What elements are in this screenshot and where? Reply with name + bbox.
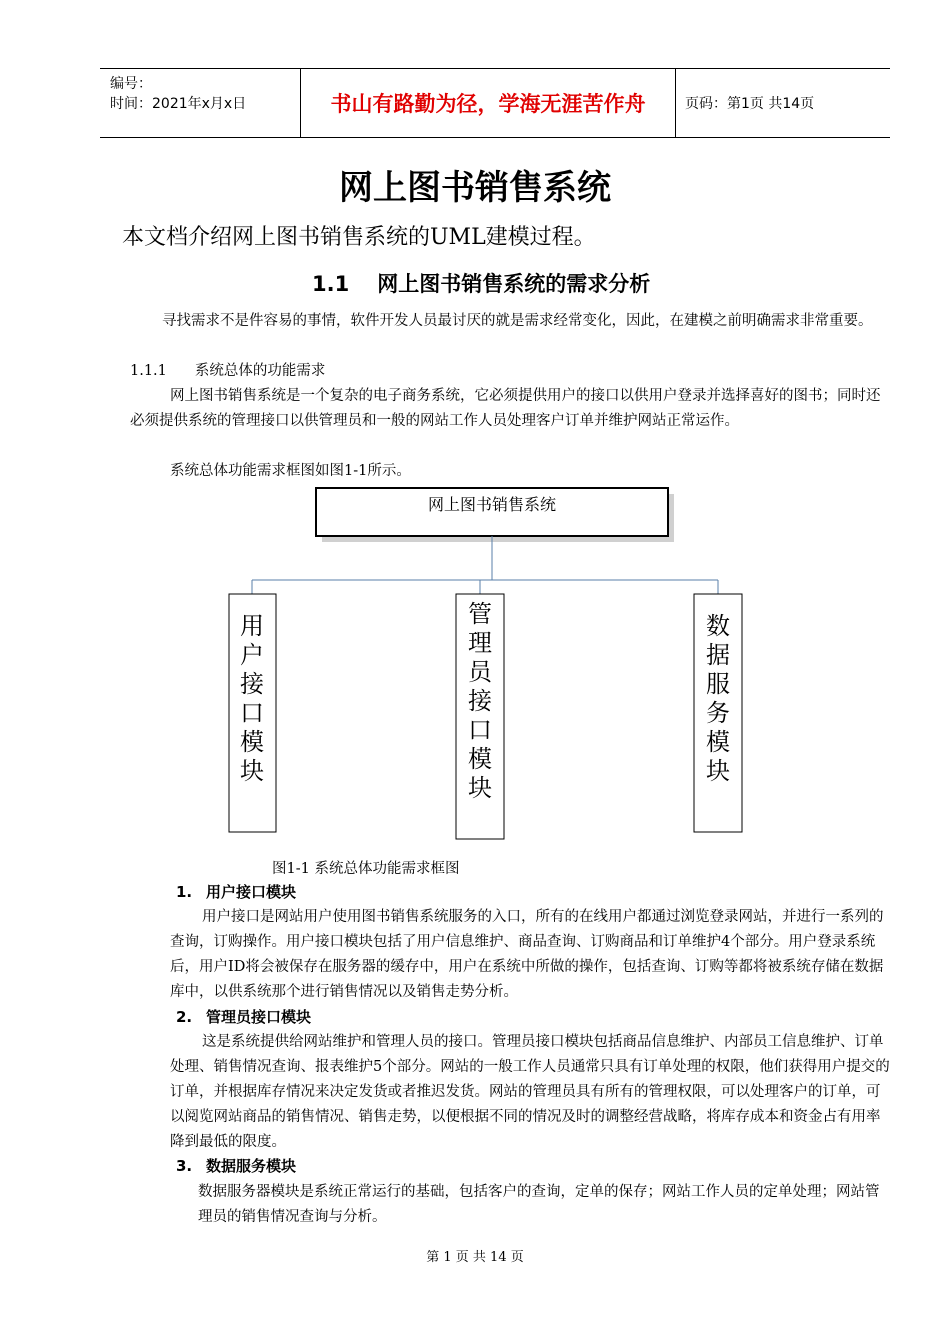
code-label: 编号： [110,76,152,92]
time-label: 时间：2021年x月x日 [110,96,247,112]
section-title: 系统总体的功能需求 [194,363,326,379]
section-number: 1.1.1 [130,363,167,379]
section-1-body: 用户接口是网站用户使用图书销售系统服务的入口，所有的在线用户都通过浏览登录网站，并进行一系列的查询，订购操作。用户接口模块包括了用户信息维护、商品查询、订购商品和订单维护4个部分。用户登录系统后，用户ID将会被保存在服务器的缓存中，用户在系统中所做的操作，包括查询、订购等都将被系统存储在数据库中，以供系统那个进行销售情况以及销售走势分析。 [170,909,884,1000]
section-title: 用户接口模块 [206,883,297,901]
section-number: 2. [176,1008,193,1026]
section-heading-1-1 [312,268,650,298]
section-title: 数据服务模块 [206,1157,297,1175]
child-label: 数据服务模块 [706,612,730,785]
section-number: 1. [176,883,193,901]
section-3-body: 数据服务器模块是系统正常运行的基础，包括客户的查询，定单的保存；网站工作人员的定单处理；网站管理员的销售情况查询与分析。 [198,1184,880,1225]
paragraph: 网上图书销售系统是一个复杂的电子商务系统，它必须提供用户的接口以供用户登录并选择喜好的图书；同时还必须提供系统的管理接口以供管理员和一般的网站工作人员处理客户订单并维护网站正常运作。 [130,388,881,429]
page-footer: 第 1 页 共 14 页 [426,1250,524,1265]
section-1-heading [176,881,296,902]
child-label: 管理员接口模块 [468,600,492,802]
paragraph: 系统总体功能需求框图如图1-1所示。 [170,463,411,479]
header-meta [100,69,301,137]
paragraph: 寻找需求不是件容易的事情，软件开发人员最讨厌的就是需求经常变化，因此，在建模之前明确需求非常重要。 [162,313,873,329]
header-page-label: 页码：第1页 共14页 [685,96,815,112]
section-title: 管理员接口模块 [206,1008,312,1026]
root-label: 网上图书销售系统 [427,495,557,514]
figure-caption: 图1-1 系统总体功能需求框图 [272,861,460,877]
header-motto: 书山有路勤为径，学海无涯苦作舟 [301,69,676,137]
section-2-body: 这是系统提供给网站维护和管理人员的接口。管理员接口模块包括商品信息维护、内部员工信息维护、订单处理、销售情况查询、报表维护5个部分。网站的一般工作人员通常只具有订单处理的权限，他们获得用户提交的订单，并根据库存情况来决定发货或者推迟发货。网站的管理员具有所有的管理权限，可以处理客户的订单，可以阅览网站商品的销售情况、销售走势，以便根据不同的情况及时的调整经营战略，将库存成本和资金占有用率降到最低的限度。 [170,1034,890,1150]
section-2-heading [176,1006,311,1027]
section-heading-1-1-1 [130,359,325,380]
section-3-heading [176,1155,296,1176]
page-header [100,68,890,138]
section-number: 3. [176,1157,193,1175]
section-number: 1.1 [312,272,350,296]
section-title: 网上图书销售系统的需求分析 [377,272,651,296]
function-diagram [220,484,760,844]
intro-text: 本文档介绍网上图书销售系统的UML建模过程。 [122,225,596,250]
child-label: 用户接口模块 [240,612,264,785]
document-title: 网上图书销售系统 [339,168,611,208]
